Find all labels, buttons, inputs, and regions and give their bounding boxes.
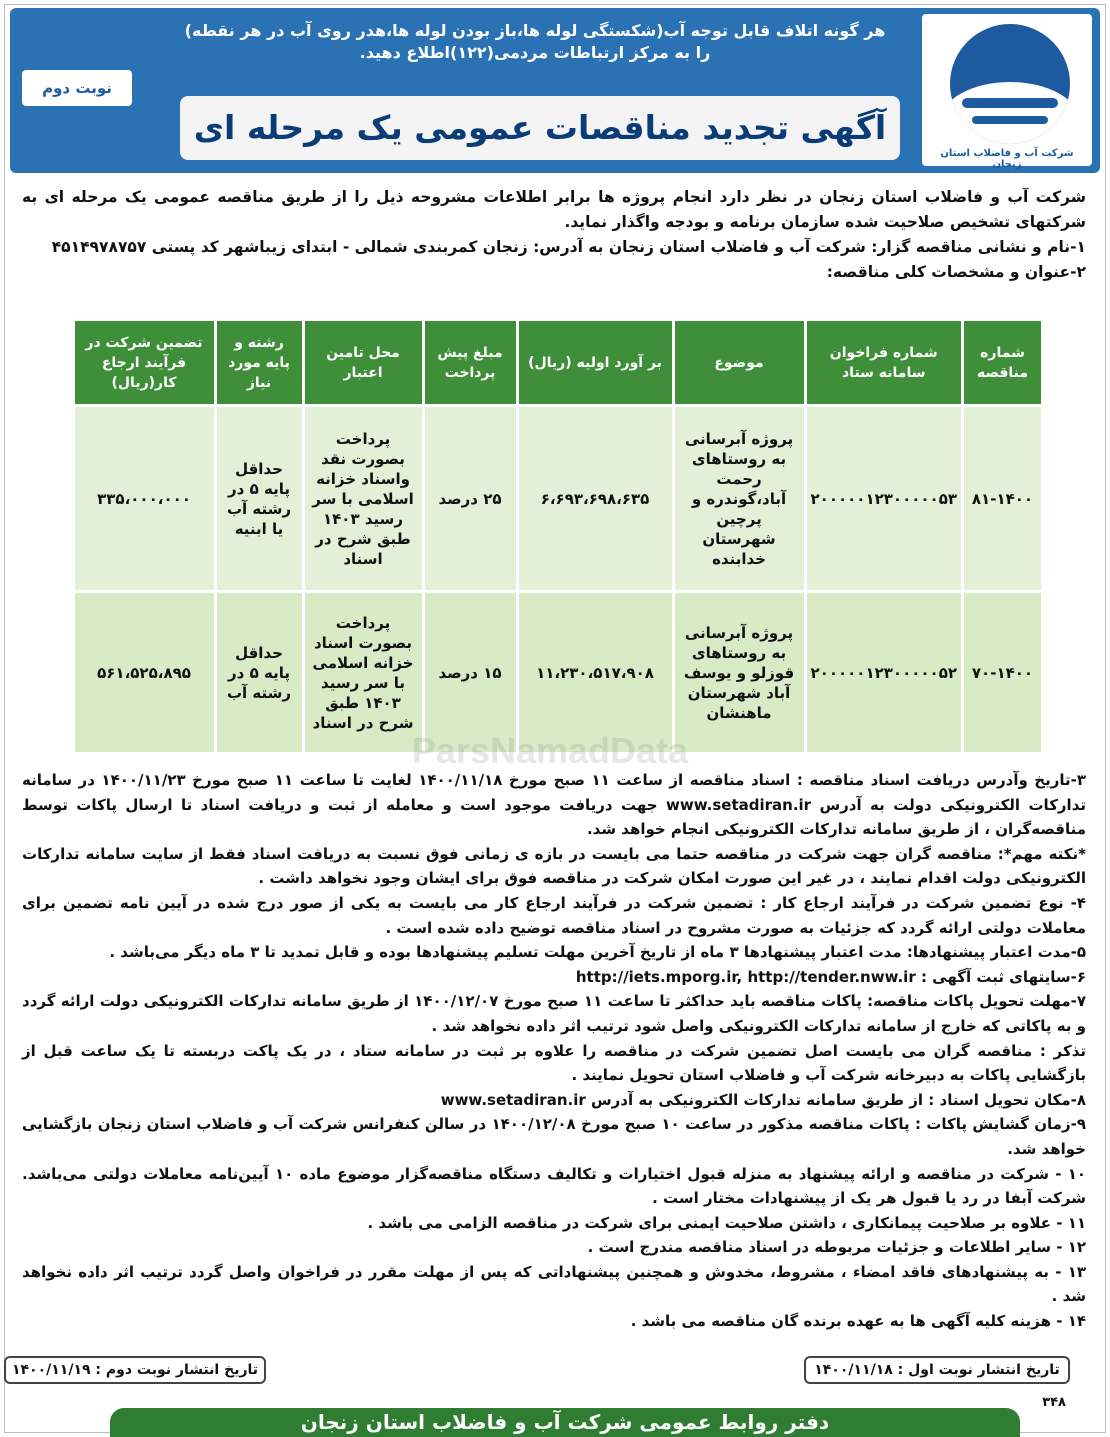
intro-line-3: ۲-عنوان و مشخصات کلی مناقصه: xyxy=(826,263,1086,281)
notice-line-2: را به مرکز ارتباطات مردمی(۱۲۲)اطلاع دهید. xyxy=(359,43,711,62)
cell-subject: پروژه آبرسانی به روستاهای رحمت آباد،گوندره و پرچین شهرستان خدابنده xyxy=(673,406,805,592)
first-publish-date: تاریخ انتشار نوبت اول : ۱۴۰۰/۱۱/۱۸ xyxy=(804,1356,1070,1384)
cell-guarantee: ۵۶۱،۵۲۵،۸۹۵ xyxy=(73,592,215,754)
cell-estimate: ۱۱،۲۳۰،۵۱۷،۹۰۸ xyxy=(517,592,673,754)
clause-9: ۹-زمان گشایش پاکات : پاکات مناقصه مذکور در ساعت ۱۰ صبح مورخ ۱۴۰۰/۱۲/۰۸ در سالن کنفرانس شرکت آب و فاضلاب استان زنجان بازگشایی خواهد شد. xyxy=(22,1115,1086,1158)
footer-banner: دفتر روابط عمومی شرکت آب و فاضلاب استان زنجان xyxy=(110,1408,1020,1437)
clause-11: ۱۱ - علاوه بر صلاحیت پیمانکاری ، داشتن صلاحیت ایمنی برای شرکت در مناقصه الزامی می باشد . xyxy=(367,1213,1086,1232)
cell-setad-no: ۲۰۰۰۰۰۱۲۳۰۰۰۰۰۵۲ xyxy=(805,592,962,754)
cell-grade: حداقل پایه ۵ در رشته آب یا ابنیه xyxy=(215,406,303,592)
water-drop-wave-logo-icon xyxy=(950,24,1070,144)
clause-important-note: *نکته مهم*: مناقصه گران جهت شرکت در مناقصه حتما می بایست در بازه ی زمانی فوق نسبت به دریافت اسناد فقط از سایت سامانه تدارکات الکترونیکی دولت اقدام نمایند ، در غیر این صورت امکان شرکت در مناقصه فوق برای ایشان وجود نخواهد داشت . xyxy=(22,844,1086,888)
cell-tender-no: ۸۱-۱۴۰۰ xyxy=(963,406,1043,592)
table-header-row xyxy=(73,320,1042,406)
round-badge: نوبت دوم xyxy=(22,70,132,106)
col-header-estimate: بر آورد اولیه (ریال) xyxy=(517,320,673,406)
intro-line-1: شرکت آب و فاضلاب استان زنجان در نظر دارد انجام پروژه ها برابر اطلاعات مشروحه ذیل را از طریق مناقصه عمومی یک مرحله ای به شرکتهای تشخیص صلاحیت شده سازمان برنامه و بودجه واگذار نماید. xyxy=(22,188,1086,231)
col-header-grade: رشته و پایه مورد نیاز xyxy=(215,320,303,406)
clause-12: ۱۲ - سایر اطلاعات و جزئیات مربوطه در اسناد مناقصه مندرج است . xyxy=(587,1238,1086,1257)
clause-3: ۳-تاریخ وآدرس دریافت اسناد مناقصه : اسناد مناقصه از ساعت ۱۱ صبح مورخ ۱۴۰۰/۱۱/۱۸ لغایت تا ساعت ۱۱ صبح مورخ ۱۴۰۰/۱۱/۲۳ در سامانه تدارکات الکترونیکی دولت به آدرس www.setadiran.ir جهت دریافت موجود است و معامله از ثبت و دریافت اسناد تا ارسال پاکات توسط مناقصه‌گران ، از طریق سامانه تدارکات الکترونیکی انجام خواهد شد. xyxy=(22,771,1087,839)
notice-line-1: هر گونه اتلاف قابل توجه آب(شکستگی لوله ها،باز بودن لوله ها،هدر روی آب در هر نقطه) xyxy=(184,21,886,40)
col-header-subject: موضوع xyxy=(673,320,805,406)
tender-table xyxy=(72,318,1044,755)
clause-4: ۴- نوع تضمین شرکت در فرآیند ارجاع کار : تضمین شرکت در فرآیند ارجاع کار می بایست به یکی از صور درج شده در آیین نامه تضمین برای معاملات دولتی ارائه گردد که جزئیات به صورت مشروح در اسناد مناقصه توضیح داده شده است . xyxy=(22,893,1086,937)
page-number: ۳۴۸ xyxy=(1042,1395,1066,1410)
col-header-tender-no: شماره مناقصه xyxy=(963,320,1043,406)
cell-prepayment: ۱۵ درصد xyxy=(423,592,517,754)
clause-13: ۱۳ - به پیشنهادهای فاقد امضاء ، مشروط، مخدوش و همچنین پیشنهاداتی که پس از مهلت مقرر در فراخوان واصل گردد ترتیب اثر داده نخواهد شد . xyxy=(22,1262,1086,1306)
cell-tender-no: ۷۰-۱۴۰۰ xyxy=(963,592,1043,754)
clause-10: ۱۰ - شرکت در مناقصه و ارائه پیشنهاد به منزله قبول اختیارات و تکالیف دستگاه مناقصه‌گزار موضوع ماده ۱۰ آیین‌نامه معاملات دولتی می‌باشد. شرکت آبفا در رد یا قبول هر یک از پیشنهادات مختار است . xyxy=(22,1164,1086,1208)
table-row xyxy=(73,406,1042,592)
clause-7: ۷-مهلت تحویل پاکات مناقصه: پاکات مناقصه باید حداکثر تا ساعت ۱۱ صبح مورخ ۱۴۰۰/۱۲/۰۷ از طریق سامانه تدارکات الکترونیکی دولت ارائه گردد و به پاکاتی که خارج از سامانه تدارکات الکترونیکی واصل شود ترتیب اثر داده نخواهد شد . xyxy=(22,992,1086,1035)
clause-6: ۶-سایتهای ثبت آگهی : http://iets.mporg.ir, http://tender.nww.ir xyxy=(575,967,1086,986)
intro-text xyxy=(22,185,1086,285)
col-header-guarantee: تضمین شرکت در فرآیند ارجاع کار(ریال) xyxy=(73,320,215,406)
clause-14: ۱۴ - هزینه کلیه آگهی ها به عهده برنده گان مناقصه می باشد . xyxy=(630,1312,1086,1331)
clauses-section xyxy=(22,768,1086,1334)
cell-guarantee: ۳۳۵،۰۰۰،۰۰۰ xyxy=(73,406,215,592)
watermark: ParsNamadData xyxy=(411,730,689,771)
intro-line-2: ۱-نام و نشانی مناقصه گزار: شرکت آب و فاضلاب استان زنجان به آدرس: زنجان کمربندی شمالی - ابتدای زیباشهر کد پستی ۴۵۱۴۹۷۸۷۵۷ xyxy=(51,238,1086,256)
cell-grade: حداقل پایه ۵ در رشته آب xyxy=(215,592,303,754)
logo-caption: شرکت آب و فاضلاب استان زنجان xyxy=(940,148,1074,170)
clause-5: ۵-مدت اعتبار پیشنهادها: مدت اعتبار پیشنهادها ۳ ماه از تاریخ آخرین مهلت تسلیم پیشنهادها بوده و قابل تمدید تا ۳ ماه دیگر می‌باشد . xyxy=(109,943,1086,962)
second-publish-date: تاریخ انتشار نوبت دوم : ۱۴۰۰/۱۱/۱۹ xyxy=(4,1356,266,1384)
col-header-funding: محل تامین اعتبار xyxy=(303,320,423,406)
cell-setad-no: ۲۰۰۰۰۰۱۲۳۰۰۰۰۰۵۳ xyxy=(805,406,962,592)
cell-prepayment: ۲۵ درصد xyxy=(423,406,517,592)
col-header-prepayment: مبلغ پیش پرداخت xyxy=(423,320,517,406)
clause-8: ۸-مکان تحویل اسناد : از طریق سامانه تدارکات الکترونیکی به آدرس www.setadiran.ir xyxy=(440,1090,1086,1109)
cell-funding: پرداخت بصورت نقد واسناد خزانه اسلامی با سر رسید ۱۴۰۳ طبق شرح در اسناد xyxy=(303,406,423,592)
header-banner xyxy=(10,8,1100,173)
col-header-setad-no: شماره فراخوان سامانه ستاد xyxy=(805,320,962,406)
page-title: آگهی تجدید مناقصات عمومی یک مرحله ای xyxy=(180,96,900,160)
clause-reminder: تذکر : مناقصه گران می بایست اصل تضمین شرکت در مناقصه را علاوه بر ثبت در سامانه ستاد ، در یک پاکت دربسته تا یک ساعت قبل از بازگشایی پاکات به دبیرخانه شرکت آب و فاضلاب استان تحویل نمایند . xyxy=(22,1041,1086,1085)
logo-box xyxy=(922,14,1092,170)
cell-funding: پرداخت بصورت اسناد خزانه اسلامی با سر رسید ۱۴۰۳ طبق شرح در اسناد xyxy=(303,592,423,754)
cell-subject: پروژه آبرسانی به روستاهای قوزلو و یوسف آباد شهرستان ماهنشان xyxy=(673,592,805,754)
water-waste-notice xyxy=(170,20,900,64)
cell-estimate: ۶،۶۹۳،۶۹۸،۶۳۵ xyxy=(517,406,673,592)
